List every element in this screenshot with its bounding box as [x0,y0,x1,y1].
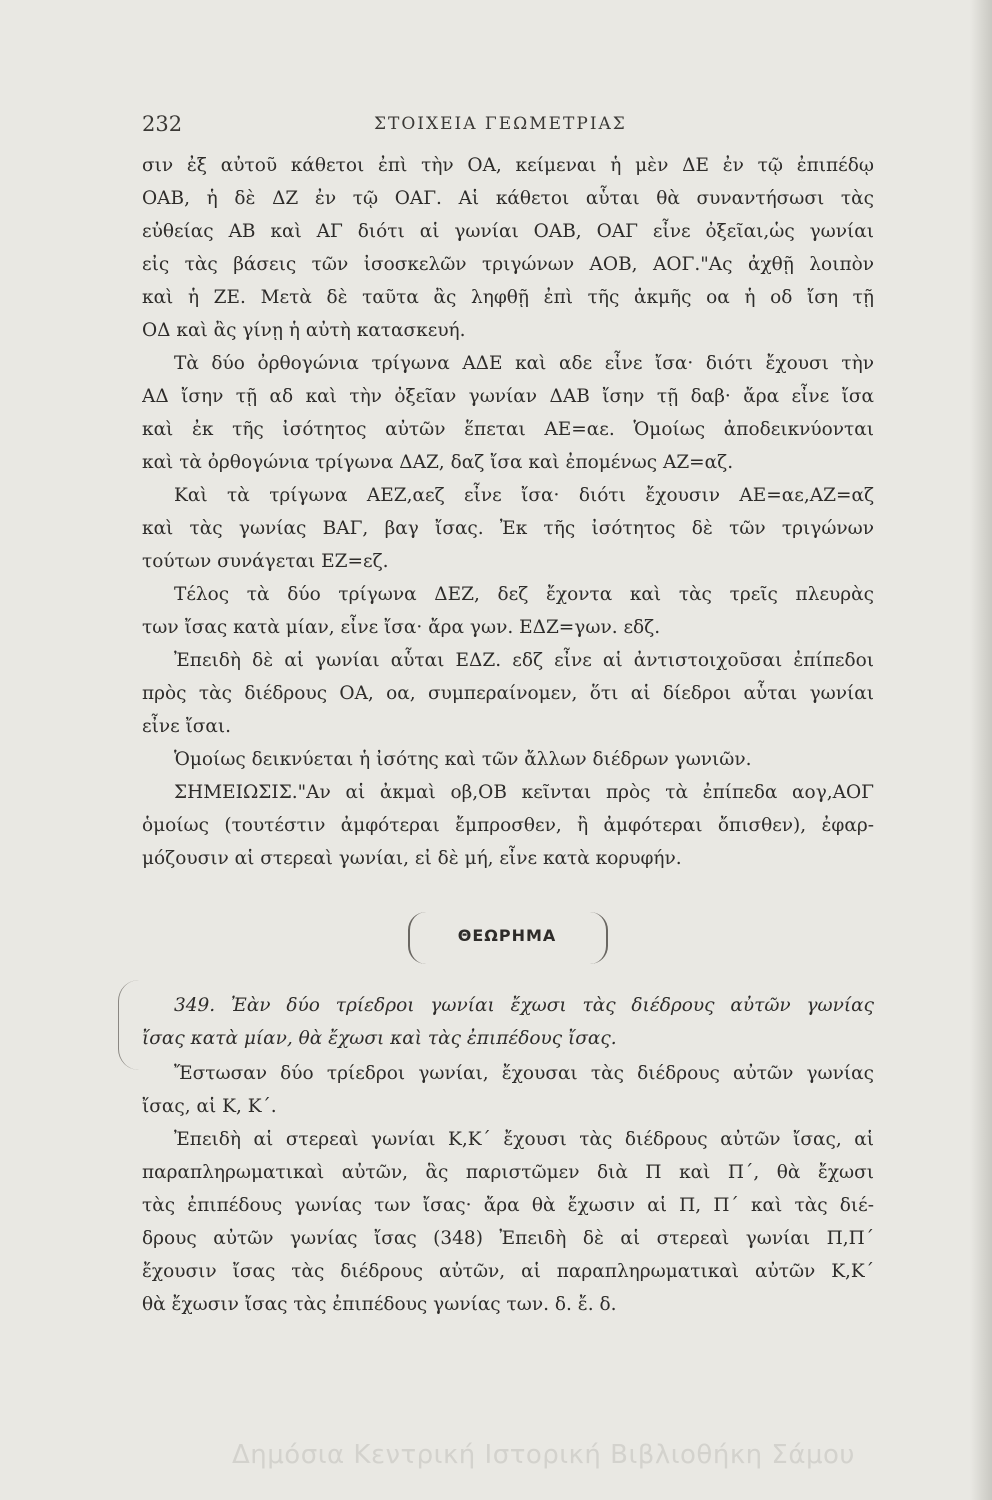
paragraph-start: Ἔστωσαν δύο τρίεδροι γωνίαι, ἔχουσαι τὰς διέδρους αὐτῶν γωνίας [174,1063,874,1084]
text-line: εἶνε ἴσαι. [142,716,232,737]
text-line: πρὸς τὰς διέδρους ΟΑ, οα, συμπεραίνομεν, ὅτι αἱ δίεδροι αὗται γωνίαι [142,683,874,704]
text-line: ΟΑΒ, ἡ δὲ ΔΖ ἐν τῷ ΟΑΓ. Αἱ κάθετοι αὗται θὰ συναντήσωσι τὰς [142,188,874,209]
text-line: των ἴσας κατὰ μίαν, εἶνε ἴσα· ἄρα γων. ΕΔΖ=γων. εδζ. [142,617,661,638]
text-line: καὶ τὰ ὀρθογώνια τρίγωνα ΔΑΖ, δαζ ἴσα καὶ ἐπομένως ΑΖ=αζ. [142,452,734,473]
text-line: παραπληρωματικαὶ αὐτῶν, ἃς παριστῶμεν διὰ Π καὶ Π΄, θὰ ἔχωσι [142,1162,874,1183]
theorem-line: 349. Ἐὰν δύο τρίεδροι γωνίαι ἔχωσι τὰς διέδρους αὐτῶν γωνίας [174,995,874,1016]
theorem-title: ΘΕΩΡΗΜΑ [457,926,557,945]
text-line: θὰ ἔχωσιν ἴσας τὰς ἐπιπέδους γωνίας των. δ. ἔ. δ. [142,1294,617,1315]
text-line: ΟΔ καὶ ἂς γίνῃ ἡ αὐτὴ κατασκευή. [142,320,466,341]
theorem-line: ἴσας κατὰ μίαν, θὰ ἔχωσι καὶ τὰς ἐπιπέδους ἴσας. [142,1028,617,1049]
note-paragraph: ΣΗΜΕΙΩΣΙΣ."Αν αἱ ἀκμαὶ οβ,ΟΒ κεῖνται πρὸς τὰ ἐπίπεδα αογ,ΑΟΓ [174,782,874,803]
paragraph-start: Ἐπειδὴ δὲ αἱ γωνίαι αὗται ΕΔΖ. εδζ εἶνε αἱ ἀντιστοιχοῦσαι ἐπίπεδοι [174,650,874,671]
running-title: ΣΤΟΙΧΕΙΑ ΓΕΩΜΕΤΡΙΑΣ [374,114,627,134]
page-header [142,112,862,142]
paragraph-start: Τέλος τὰ δύο τρίγωνα ΔΕΖ, δεζ ἔχοντα καὶ τὰς τρεῖς πλευρὰς [174,584,874,605]
text-line: ἴσας, αἱ Κ, Κ΄. [142,1096,277,1117]
text-line: ὁμοίως (τουτέστιν ἀμφότεραι ἔμπροσθεν, ἢ ἀμφότεραι ὄπισθεν), ἐφαρ- [142,815,874,836]
text-line: ΑΔ ἴσην τῇ αδ καὶ τὴν ὀξεῖαν γωνίαν ΔΑΒ ἴσην τῇ δαβ· ἄρα εἶνε ἴσα [142,386,874,407]
paragraph-start: Ὁμοίως δεικνύεται ἡ ἰσότης καὶ τῶν ἄλλων διέδρων γωνιῶν. [174,749,752,770]
theorem-heading-box [408,912,608,972]
page-number: 232 [142,112,183,136]
text-line: καὶ τὰς γωνίας ΒΑΓ, βαγ ἴσας. Ἐκ τῆς ἰσότητος δὲ τῶν τριγώνων [142,518,874,539]
page-edge-shadow [970,0,992,1500]
paragraph-start: Καὶ τὰ τρίγωνα ΑΕΖ,αεζ εἶνε ἴσα· διότι ἔχουσιν ΑΕ=αε,ΑΖ=αζ [174,485,874,506]
right-bracket [588,912,608,964]
text-line: τὰς ἐπιπέδους γωνίας των ἴσας· ἄρα θὰ ἔχωσιν αἱ Π, Π΄ καὶ τὰς διέ- [142,1195,874,1216]
text-line: σιν ἐξ αὐτοῦ κάθετοι ἐπὶ τὴν ΟΑ, κείμεναι ἡ μὲν ΔΕ ἐν τῷ ἐπιπέδῳ [142,155,874,176]
text-line: καὶ ἐκ τῆς ἰσότητος αὐτῶν ἕπεται ΑΕ=αε. Ὁμοίως ἀποδεικνύονται [142,419,874,440]
text-line: εὐθείας ΑΒ καὶ ΑΓ διότι αἱ γωνίαι ΟΑΒ, ΟΑΓ εἶνε ὀξεῖαι,ὡς γωνίαι [142,221,874,242]
text-line: δρους αὐτῶν γωνίας ἴσας (348) Ἐπειδὴ δὲ αἱ στερεαὶ γωνίαι Π,Π΄ [142,1228,874,1249]
text-line: τούτων συνάγεται ΕΖ=εζ. [142,551,389,572]
paragraph-start: Ἐπειδὴ αἱ στερεαὶ γωνίαι Κ,Κ΄ ἔχουσι τὰς διέδρους αὐτῶν ἴσας, αἱ [174,1129,874,1150]
text-line: μόζουσιν αἱ στερεαὶ γωνίαι, εἰ δὲ μή, εἶνε κατὰ κορυφήν. [142,848,682,869]
margin-pencil-mark [118,980,139,1070]
text-line: καὶ ἡ ΖΕ. Μετὰ δὲ ταῦτα ἂς ληφθῇ ἐπὶ τῆς ἀκμῆς οα ἡ οδ ἴση τῇ [142,287,874,308]
library-watermark: Δημόσια Κεντρική Ιστορική Βιβλιοθήκη Σάμου [232,1440,855,1470]
text-line: εἰς τὰς βάσεις τῶν ἰσοσκελῶν τριγώνων ΑΟΒ, ΑΟΓ."Ας ἀχθῇ λοιπὸν [142,254,874,275]
paragraph-start: Τὰ δύο ὀρθογώνια τρίγωνα ΑΔΕ καὶ αδε εἶνε ἴσα· διότι ἔχουσι τὴν [174,353,874,374]
text-line: ἔχουσιν ἴσας τὰς διέδρους αὐτῶν, αἱ παραπληρωματικαὶ αὐτῶν Κ,Κ΄ [142,1261,874,1282]
left-bracket [408,912,428,964]
